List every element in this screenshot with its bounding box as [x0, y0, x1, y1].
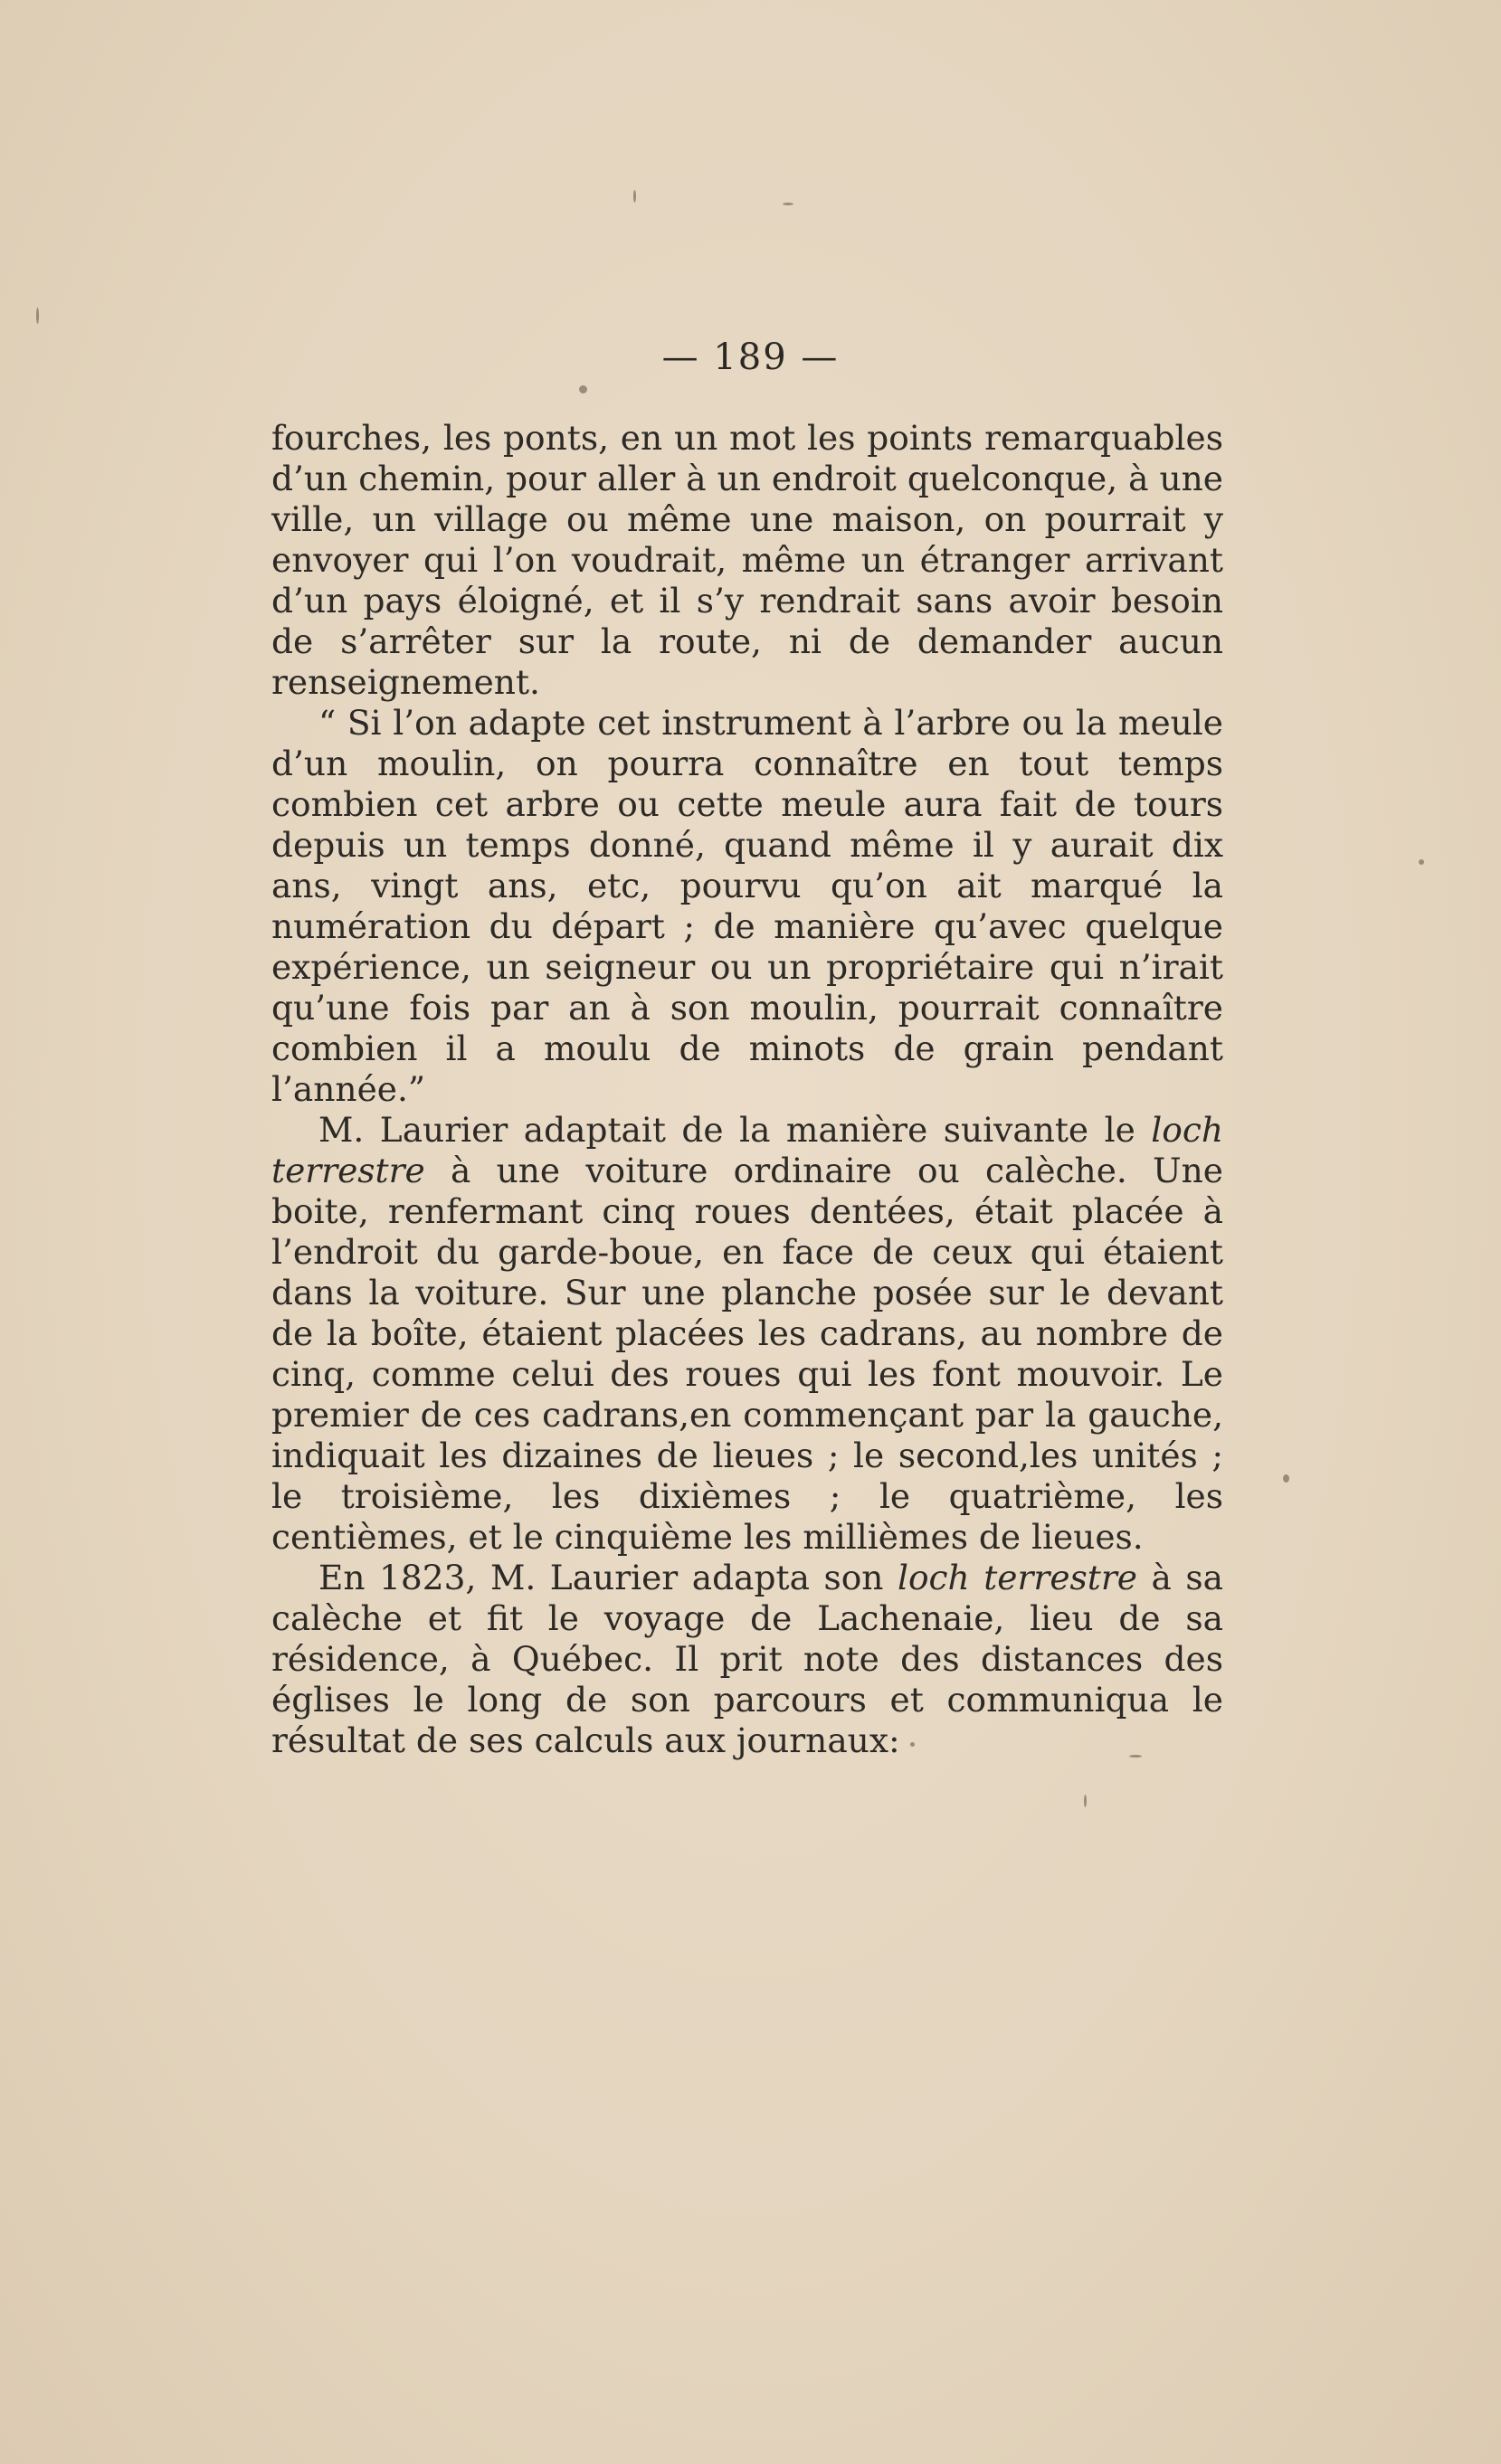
paragraph-3-text-a: M. Laurier adaptait de la manière suivante le — [318, 1110, 1152, 1150]
paragraph-4-text-b: à sa calèche et fit le voyage de Lachenaie, lieu de sa résidence, à Québec. Il prit note des distances des églises le long de son parcours et communiqua le résultat de ses calculs aux journaux: — [271, 1558, 1223, 1760]
paper-speck — [910, 1742, 915, 1747]
paragraph-3 — [271, 1110, 1223, 1558]
paragraph-3-italic-term: loch terrestre — [271, 1110, 1223, 1190]
paper-speck — [1283, 1474, 1289, 1483]
paper-speck — [1129, 1755, 1142, 1758]
paragraph-4 — [271, 1558, 1223, 1761]
paper-speck — [579, 385, 587, 393]
paper-speck — [783, 203, 793, 205]
paragraph-2-text: “ Si l’on adapte cet instrument à l’arbre ou la meule d’un moulin, on pourra connaître en tout temps combien cet arbre ou cette meule aura fait de tours depuis un temps donné, quand même il y aurait dix ans, vingt ans, etc, pourvu qu’on ait marqué la numération du départ ; de manière qu’avec quelque expérience, un seigneur ou un propriétaire qui n’irait qu’une fois par an à son moulin, pourrait connaître combien il a moulu de minots de grain pendant l’année.” — [271, 703, 1223, 1109]
paper-speck — [36, 308, 39, 324]
body-text — [271, 418, 1223, 1761]
paragraph-1-text: fourches, les ponts, en un mot les points remarquables d’un chemin, pour aller à un endroit quelconque, à une ville, un village ou même une maison, on pourrait y envoyer qui l’on voudrait, même un étranger arrivant d’un pays éloigné, et il s’y rendrait sans avoir besoin de s’arrêter sur la route, ni de demander aucun renseignement. — [271, 418, 1223, 702]
paragraph-4-text-a: En 1823, M. Laurier adapta son — [318, 1558, 898, 1597]
paragraph-2 — [271, 703, 1223, 1110]
paper-speck — [1084, 1795, 1087, 1807]
paragraph-4-italic-term: loch terrestre — [897, 1558, 1137, 1597]
paper-speck — [633, 190, 636, 203]
paper-speck — [1419, 859, 1424, 865]
paragraph-3-text-b: à une voiture ordinaire ou calèche. Une boite, renfermant cinq roues dentées, était placée à l’endroit du garde-boue, en face de ceux qui étaient dans la voiture. Sur une planche posée sur le devant de la boîte, étaient placées les cadrans, au nombre de cinq, comme celui des roues qui les font mouvoir. Le premier de ces cadrans,en commençant par la gauche, indiquait les dizaines de lieues ; le second,les unités ; le troisième, les dixièmes ; le quatrième, les centièmes, et le cinquième les millièmes de lieues. — [271, 1151, 1223, 1557]
page-number: — 189 — — [661, 336, 840, 378]
paragraph-1 — [271, 418, 1223, 703]
